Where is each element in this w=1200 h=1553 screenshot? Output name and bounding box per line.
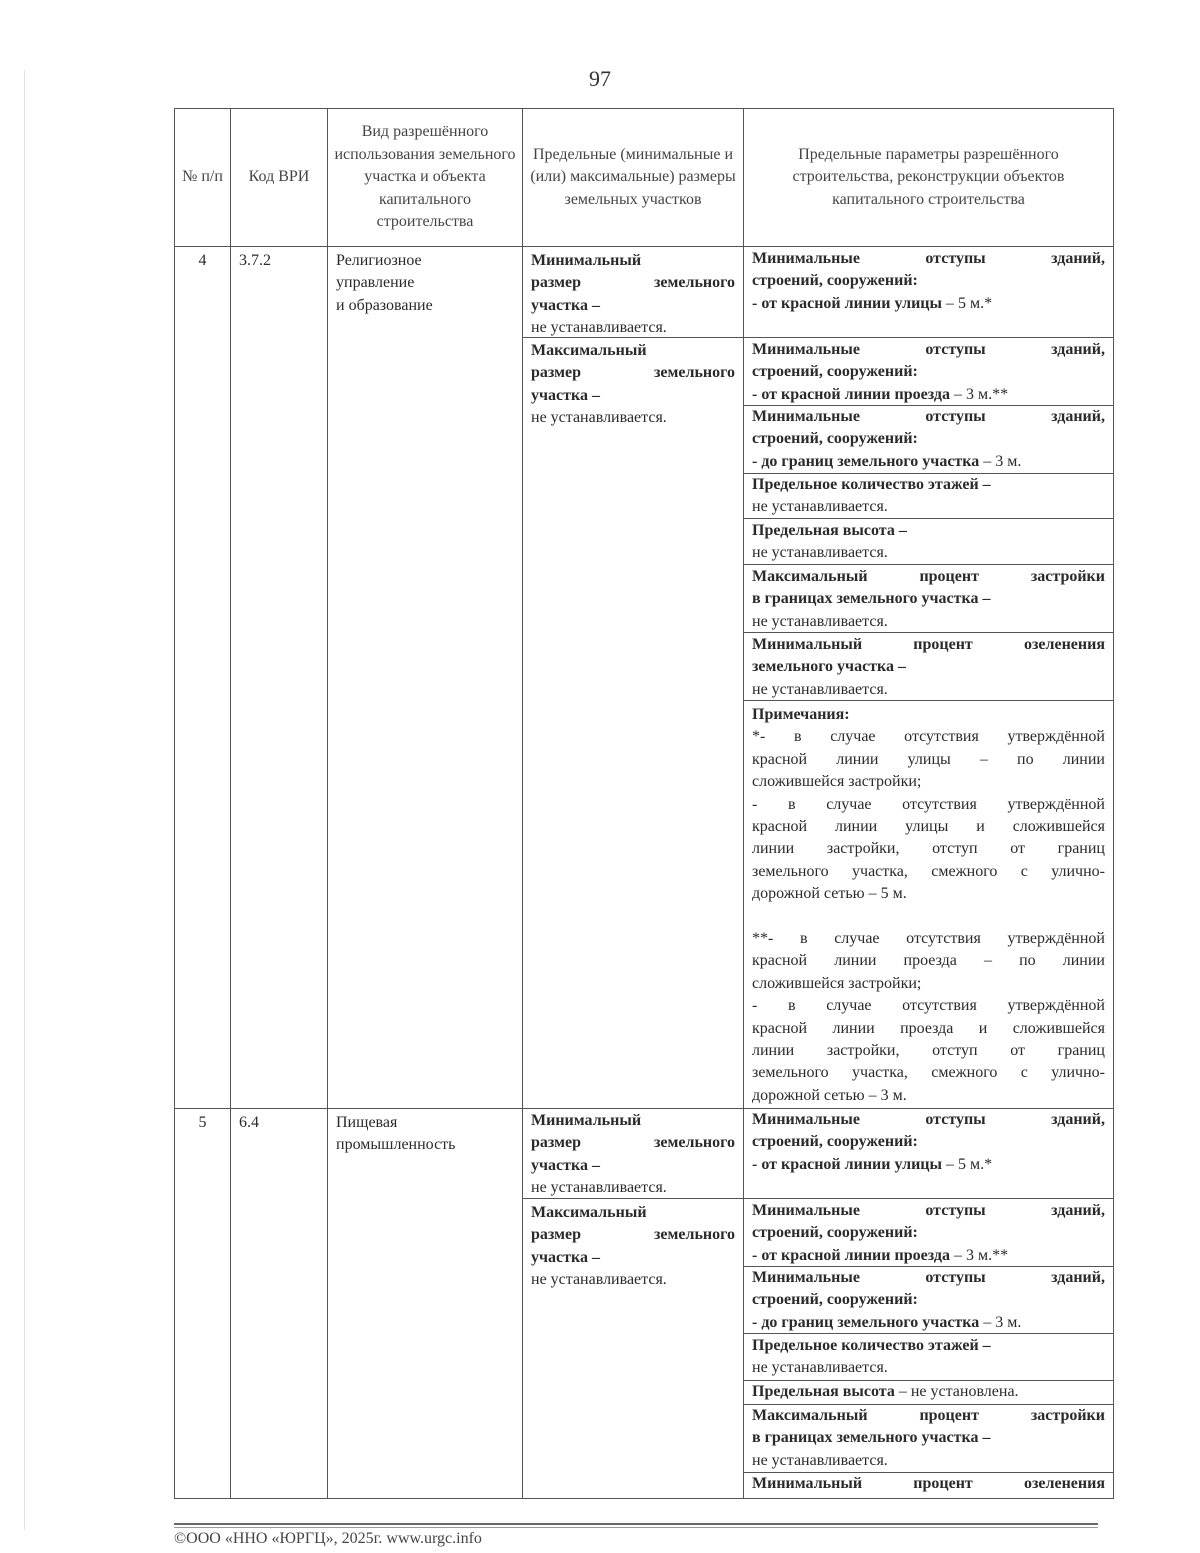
header-use-type: Вид разрешённого использования земельного участка и объекта капитального строительства [334,123,516,231]
note-line: красной линии проезда – по линии [752,952,1105,970]
header-num: № п/п [182,168,223,186]
max-build-percent [744,1405,1113,1472]
note-line: красной линии улицы и сложившейся [752,818,1105,836]
param-line: Предельное количество этажей – [752,1337,991,1354]
note-spacer [752,906,1105,928]
footer-rule [174,1527,1098,1528]
min-size-line: участка – [531,296,600,314]
min-size-line: размер земельного [531,1134,735,1152]
note-line: сложившейся застройки; [752,974,922,992]
use-type-line: промышленность [336,1136,456,1154]
setback-passage [744,1200,1113,1267]
min-green-percent [744,634,1113,701]
max-size-line: Максимальный [531,342,647,359]
min-plot-size [523,1110,743,1200]
param-value: – 5 м.* [942,1155,993,1173]
header-plot-size: Предельные (минимальные и (или) максимальные) размеры земельных участков [530,145,736,208]
header-bottom-border [174,246,1113,247]
min-size-line: Минимальный [531,252,642,269]
note-line: красной линии улицы – по линии [752,750,1105,768]
note-line: сложившейся застройки; [752,773,922,791]
param-line: Предельная высота [752,1383,895,1400]
param-line: Минимальные отступы зданий, [752,1269,1105,1286]
min-size-value: не устанавливается. [531,319,667,337]
setback-street [744,1109,1113,1176]
param-line: Максимальный процент застройки [752,568,1105,585]
max-size-line: участка – [531,386,600,404]
notes-title: Примечания: [752,706,850,723]
max-floors [744,1335,1113,1380]
col-border [230,108,231,1499]
min-size-line: размер земельного [531,274,735,292]
param-line: Минимальные отступы зданий, [752,1202,1105,1219]
param-line: строений, сооружений: [752,363,918,381]
use-type-line: и образование [336,296,433,314]
param-line: земельного участка – [752,658,907,676]
row-use-type [328,1112,522,1157]
param-line: Минимальный процент озеленения [752,1475,1105,1492]
param-line: - до границ земельного участка [752,1313,980,1331]
row-code: 6.4 [239,1114,259,1131]
param-line: - от красной линии проезда [752,385,950,403]
param-value: – 3 м. [979,452,1022,470]
use-type-line: управление [336,274,415,292]
param-value: не устанавливается. [752,1359,888,1377]
min-size-value: не устанавливается. [531,1179,667,1197]
use-type-line: Религиозное [336,252,422,269]
setback-plot-boundary [744,406,1113,473]
header-params: Предельные параметры разрешённого строительства, реконструкции объектов капитального строительства [792,145,1065,208]
header-code: Код ВРИ [248,168,310,186]
note-line: дорожной сетью – 5 м. [752,885,907,903]
param-line: Предельная высота – [752,522,907,539]
param-line: строений, сооружений: [752,1291,918,1309]
note-line: земельного участка, смежного с улично- [752,1064,1105,1082]
use-type-line: Пищевая [336,1114,398,1131]
param-line: строений, сооружений: [752,1224,918,1242]
table-bottom-border [174,1498,1113,1499]
page-number: 97 [589,66,611,91]
note-line: земельного участка, смежного с улично- [752,862,1105,880]
param-line: - до границ земельного участка [752,452,980,470]
param-value: не устанавливается. [752,498,888,516]
row-num: 5 [198,1114,207,1131]
max-plot-size [523,1202,743,1292]
footer-copyright: ©ООО «ННО «ЮРГЦ», 2025г. www.urgc.info [174,1530,482,1547]
param-value: – 3 м. [979,1313,1022,1331]
max-size-line: Максимальный [531,1204,647,1221]
param-line: в границах земельного участка – [752,1429,991,1447]
row-num: 4 [198,252,207,269]
max-size-line: размер земельного [531,1226,735,1244]
max-build-percent [744,566,1113,633]
param-line: строений, сооружений: [752,272,918,290]
max-size-value: не устанавливается. [531,409,667,427]
param-value: – 5 м.* [942,294,993,312]
col-border [1113,108,1114,1499]
param-line: - от красной линии проезда [752,1246,950,1264]
param-line: - от красной линии улицы [752,1155,942,1173]
setback-street [744,248,1113,315]
min-size-line: участка – [531,1156,600,1174]
note-line: линии застройки, отступ от границ [752,1042,1105,1060]
max-plot-size [523,340,743,430]
max-size-line: размер земельного [531,364,735,382]
footer-rule [174,1523,1098,1525]
param-line: Максимальный процент застройки [752,1407,1105,1424]
max-height [744,520,1113,565]
note-line: *- в случае отсутствия утверждённой [752,728,1105,746]
param-value: – 3 м.** [949,385,1009,403]
param-line: - от красной линии улицы [752,294,942,312]
param-value: не устанавливается. [752,612,888,630]
setback-plot-boundary [744,1267,1113,1334]
param-line: Минимальные отступы зданий, [752,250,1105,267]
notes-block [744,704,1113,1107]
param-line: Предельное количество этажей – [752,476,991,493]
param-line: Минимальные отступы зданий, [752,341,1105,358]
row-code: 3.7.2 [239,252,271,269]
param-line: строений, сооружений: [752,1133,918,1151]
note-line: дорожной сетью – 3 м. [752,1086,907,1104]
param-line: в границах земельного участка – [752,590,991,608]
param-value: не устанавливается. [752,1451,888,1469]
param-value: не устанавливается. [752,544,888,562]
min-green-percent [744,1473,1113,1495]
param-line: строений, сооружений: [752,430,918,448]
max-size-value: не устанавливается. [531,1271,667,1289]
max-height [744,1381,1113,1403]
note-line: - в случае отсутствия утверждённой [752,997,1105,1015]
min-size-line: Минимальный [531,1112,642,1129]
max-size-line: участка – [531,1248,600,1266]
setback-passage [744,339,1113,406]
param-value: – не установлена. [894,1383,1019,1400]
scan-margin-line [24,70,25,1530]
row-use-type [328,250,522,317]
max-floors [744,474,1113,519]
min-plot-size [523,250,743,340]
col-border [174,108,175,1499]
subcell-divider [743,1198,1113,1199]
note-line: линии застройки, отступ от границ [752,840,1105,858]
param-line: Минимальные отступы зданий, [752,408,1105,425]
param-value: – 3 м.** [949,1246,1009,1264]
note-line: **- в случае отсутствия утверждённой [752,930,1105,948]
subcell-divider [743,337,1113,338]
param-line: Минимальные отступы зданий, [752,1111,1105,1128]
note-line: - в случае отсутствия утверждённой [752,795,1105,813]
note-line: красной линии проезда и сложившейся [752,1019,1105,1037]
param-value: не устанавливается. [752,680,888,698]
param-line: Минимальный процент озеленения [752,636,1105,653]
